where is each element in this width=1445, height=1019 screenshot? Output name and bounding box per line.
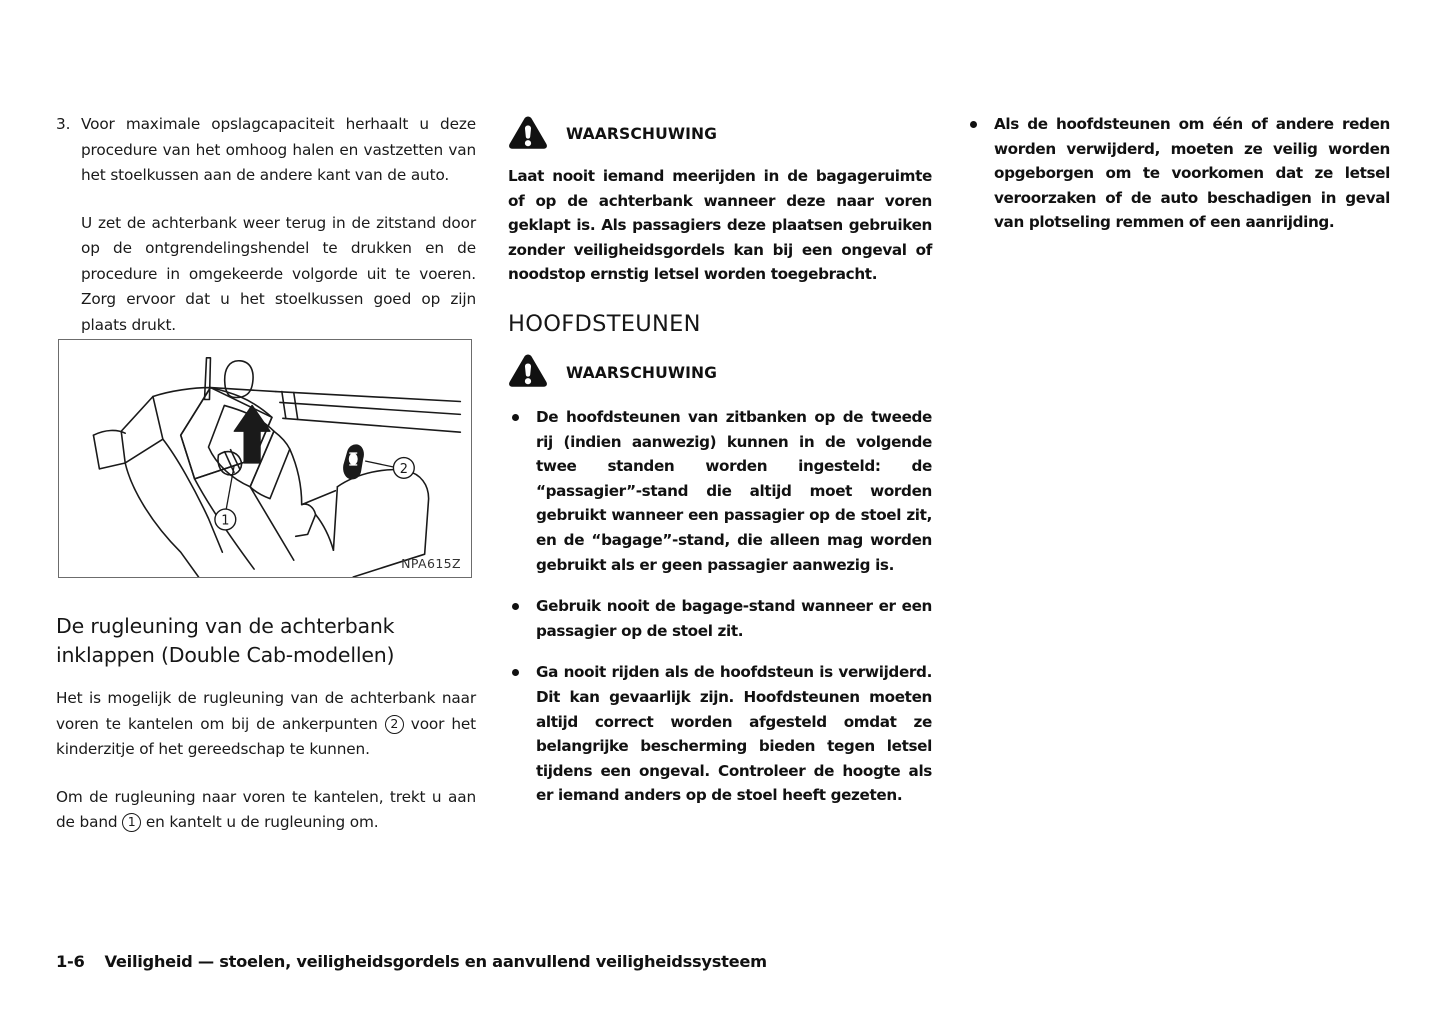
list-item: Als de hoofdsteunen om één of andere reden worden verwijderd, moeten ze veilig worden opgeborgen om te voorkomen dat ze letsel veroorzaken of de auto beschadigen in geval van plotseling remmen of een aanrijding. xyxy=(966,112,1390,235)
left-paragraph-3-part-a: Om de rugleuning naar voren te kantelen, trekt u aan de band xyxy=(56,787,476,831)
svg-text:1: 1 xyxy=(221,513,230,529)
callout-1 xyxy=(215,465,236,530)
page-footer xyxy=(56,952,767,971)
page-number: 1-6 xyxy=(56,952,85,971)
left-paragraph-2-part-b: voor het kinderzitje of het gereedschap te kunnen. xyxy=(56,714,476,758)
warning-body-1: Laat nooit iemand meerijden in de bagageruimte of op de achterbank wanneer deze naar voren geklapt is. Als passagiers deze plaatsen gebruiken zonder veiligheidsgordels kan bij een ongeval of noodstop ernstig letsel worden toegebracht. xyxy=(508,167,932,284)
warning-bullet-list-2 xyxy=(508,405,932,808)
anchor-bracket xyxy=(343,444,364,479)
left-column xyxy=(56,112,476,338)
step-number: 3. xyxy=(56,115,71,133)
callout-2 xyxy=(365,458,414,479)
inline-callout-1: 1 xyxy=(122,813,141,832)
svg-text:2: 2 xyxy=(399,461,408,477)
figure-illustration xyxy=(59,340,471,577)
list-item: Gebruik nooit de bagage-stand wanneer er een passagier op de stoel zit. xyxy=(508,594,932,643)
right-column xyxy=(966,112,1390,235)
warning-triangle-icon xyxy=(508,115,548,150)
left-paragraph-2 xyxy=(56,686,476,763)
warning-header-1 xyxy=(508,112,932,152)
step-text: Voor maximale opslagcapaciteit herhaalt u deze procedure van het omhoog halen en vastzetten van het stoelkussen aan de andere kant van de auto. xyxy=(81,115,476,184)
inline-callout-2: 2 xyxy=(385,715,404,734)
left-paragraph-3 xyxy=(56,785,476,836)
warning-triangle-icon xyxy=(508,353,548,388)
section-heading-fold-seatback: De rugleuning van de achterbank inklappen (Double Cab-modellen) xyxy=(56,614,395,667)
section-title-hoofdsteunen: HOOFDSTEUNEN xyxy=(508,310,701,337)
list-item: De hoofdsteunen van zitbanken op de tweede rij (indien aanwezig) kunnen in de volgende twee standen worden ingesteld: de “passagier”-stand die altijd moet worden gebruikt wanneer een passagier op de stoel zit, en de “bagage”-stand, die alleen mag worden gebruikt als er geen passagier aanwezig is. xyxy=(508,405,932,577)
left-column-lower xyxy=(56,612,476,836)
warning-label-2: WAARSCHUWING xyxy=(566,363,718,382)
left-paragraph-2-part-a: Het is mogelijk de rugleuning van de achterbank naar voren te kantelen om bij de ankerpunten xyxy=(56,689,476,733)
footer-title: Veiligheid — stoelen, veiligheidsgordels en aanvullend veiligheidssysteem xyxy=(104,952,767,971)
figure-code: NPA615Z xyxy=(401,556,461,571)
warning-label-1: WAARSCHUWING xyxy=(566,125,718,143)
middle-column xyxy=(508,112,932,808)
warning-header-2 xyxy=(508,351,932,391)
right-bullet-list xyxy=(966,112,1390,235)
figure-rear-seat-cushion xyxy=(58,339,472,578)
left-paragraph-1: U zet de achterbank weer terug in de zitstand door op de ontgrendelingshendel te drukken en de procedure in omgekeerde volgorde uit te voeren. Zorg ervoor dat u het stoelkussen goed op zijn plaats drukt. xyxy=(81,213,476,334)
list-item: Ga nooit rijden als de hoofdsteun is verwijderd. Dit kan gevaarlijk zijn. Hoofdsteunen moeten altijd correct worden afgesteld omdat ze belangrijke bescherming bieden tegen letsel tijdens een ongeval. Controleer de hoogte als er iemand anders op de stoel heeft gezeten. xyxy=(508,660,932,808)
left-paragraph-3-part-b: en kantelt u de rugleuning om. xyxy=(141,813,379,831)
numbered-step-3 xyxy=(56,112,476,189)
